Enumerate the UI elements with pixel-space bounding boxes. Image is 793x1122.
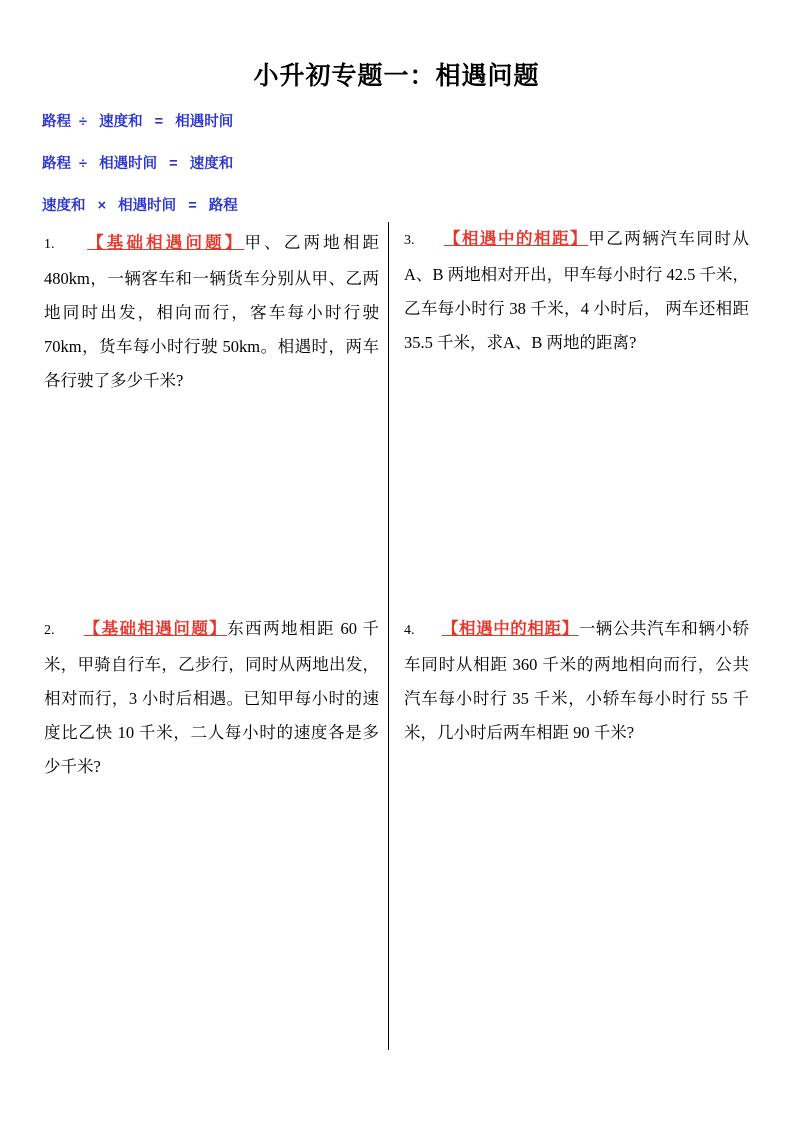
formula-line-2: 路程 ÷ 相遇时间 = 速度和 <box>42 156 234 172</box>
formula-line-3: 速度和 × 相遇时间 = 路程 <box>42 198 238 214</box>
problem-item-3 <box>404 222 749 360</box>
problem-tag-1: 【基础相遇问题】 <box>87 233 245 252</box>
problem-item-1 <box>44 226 379 398</box>
page-title: 小升初专题一：相遇问题 <box>253 62 540 90</box>
problem-number-1: 1. <box>44 237 55 252</box>
problem-number-4: 4. <box>404 623 415 638</box>
problem-text-1: 甲、乙两地相距 480km，一辆客车和一辆货车分别从甲、乙两地同时出发，相向而行，客车每小时行驶 70km，货车每小时行驶 50km。相遇时，两车各行驶了多少千米? <box>44 233 379 390</box>
problem-text-2: 东西两地相距 60 千米，甲骑自行车，乙步行，同时从两地出发，相对而行，3 小时后相遇。已知甲每小时的速度比乙快 10 千米，二人每小时的速度各是多少千米? <box>44 619 380 776</box>
problem-item-2 <box>44 612 379 784</box>
problem-tag-2: 【基础相遇问题】 <box>83 619 228 638</box>
problem-number-2: 2. <box>44 623 55 638</box>
formula-list <box>0 110 793 215</box>
formula-line-1: 路程 ÷ 速度和 = 相遇时间 <box>42 114 234 130</box>
problem-item-4 <box>404 612 749 750</box>
problem-tag-4: 【相遇中的相距】 <box>441 619 579 638</box>
problem-number-3: 3. <box>404 233 415 248</box>
problem-columns <box>0 222 793 1052</box>
column-divider <box>388 222 389 1050</box>
problem-text-4: 一辆公共汽车和辆小轿车同时从相距 360 千米的两地相向而行，公共汽车每小时行 35 千米，小轿车每小时行 55 千米，几小时后两车相距 90 千米? <box>404 619 750 742</box>
problem-text-3: 甲乙两辆汽车同时从 A、B 两地相对开出，甲车每小时行 42.5 千米，乙车每小时行 38 千米，4 小时后， 两车还相距 35.5 千米，求A、B 两地的距离? <box>404 229 750 352</box>
problem-tag-3: 【相遇中的相距】 <box>443 229 589 248</box>
